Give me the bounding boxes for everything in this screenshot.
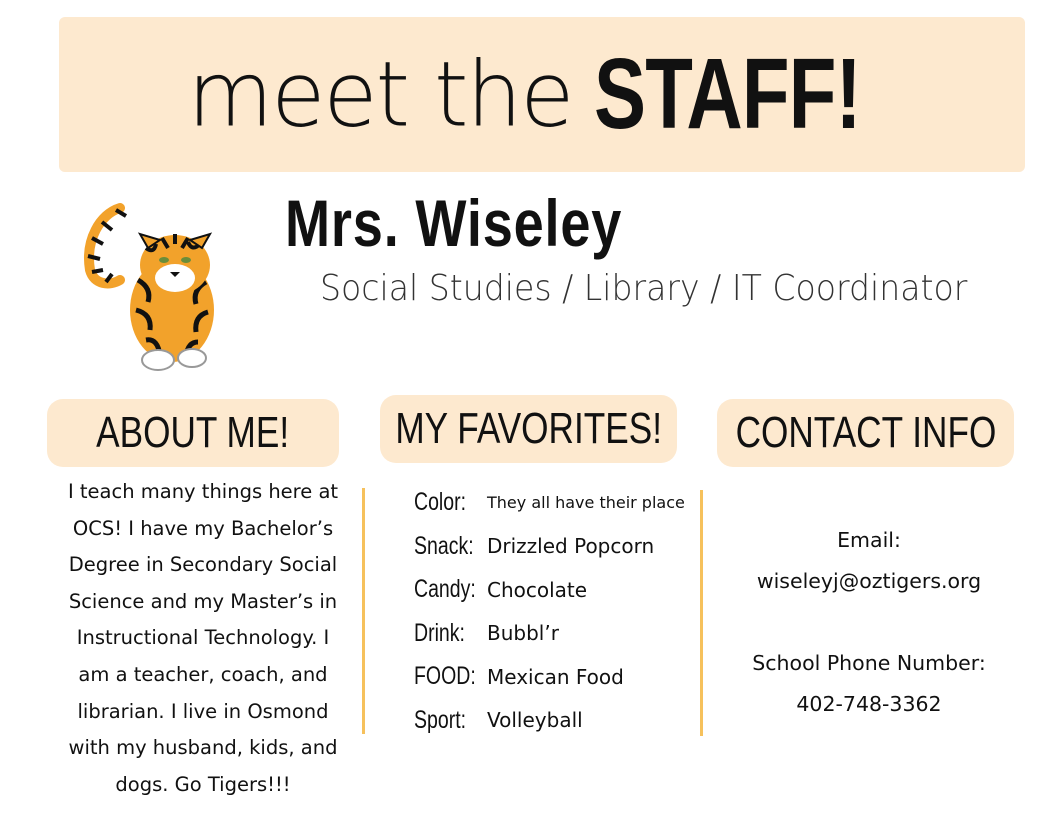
favorite-value: They all have their place (487, 493, 685, 513)
favorite-label: FOOD: (414, 662, 476, 691)
about-line: am a teacher, coach, and (78, 662, 328, 686)
favorite-row-sport (414, 699, 694, 743)
phone-label: School Phone Number: (752, 651, 986, 675)
contact-spacer (727, 602, 1011, 643)
about-line: Degree in Secondary Social (68, 553, 338, 577)
favorite-value: Chocolate (487, 577, 588, 602)
about-line: Science and my Master’s in (68, 589, 338, 613)
teacher-name: Mrs. Wiseley (285, 186, 623, 260)
favorite-label: Snack: (414, 531, 474, 560)
favorite-row-snack (414, 525, 694, 569)
contact-info (727, 520, 1011, 725)
divider-right (700, 490, 703, 736)
about-line: I teach many things here at (67, 480, 339, 503)
favorite-label: Sport: (414, 705, 467, 734)
about-header (47, 399, 339, 467)
banner-bold-text: STAFF! (594, 38, 862, 150)
about-line: OCS! I have my Bachelor’s (72, 516, 334, 540)
favorite-row-color (414, 481, 694, 525)
banner-light-text: meet the (187, 41, 573, 148)
about-title: ABOUT ME! (96, 408, 290, 457)
favorite-label: Drink: (414, 618, 465, 647)
about-line: librarian. I live in Osmond (77, 699, 329, 723)
divider-left (362, 488, 365, 734)
about-line: with my husband, kids, and (68, 736, 338, 760)
favorites-header (380, 395, 677, 463)
contact-header (717, 399, 1014, 467)
about-line: Instructional Technology. I (76, 626, 330, 650)
tiger-mascot-icon (80, 200, 230, 375)
favorite-value: Mexican Food (487, 664, 624, 689)
title-banner (59, 17, 1025, 172)
favorites-list (414, 481, 694, 742)
email-label: Email: (837, 528, 901, 552)
favorite-value: Drizzled Popcorn (487, 534, 655, 559)
favorites-title: MY FAVORITES! (395, 404, 662, 453)
favorite-value: Volleyball (487, 708, 583, 733)
favorite-value: Bubbl’r (487, 621, 559, 646)
favorite-row-candy (414, 568, 694, 612)
favorite-label: Candy: (414, 575, 476, 604)
favorite-row-drink (414, 612, 694, 656)
favorite-label: Color: (414, 488, 467, 517)
about-text (62, 474, 344, 803)
about-line: dogs. Go Tigers!!! (115, 772, 291, 796)
contact-title: CONTACT INFO (735, 408, 996, 457)
phone-number[interactable]: 402-748-3362 (796, 692, 942, 716)
favorite-row-food (414, 655, 694, 699)
email-address[interactable]: wiseleyj@oztigers.org (756, 569, 982, 593)
teacher-role: Social Studies / Library / IT Coordinator (320, 268, 968, 309)
